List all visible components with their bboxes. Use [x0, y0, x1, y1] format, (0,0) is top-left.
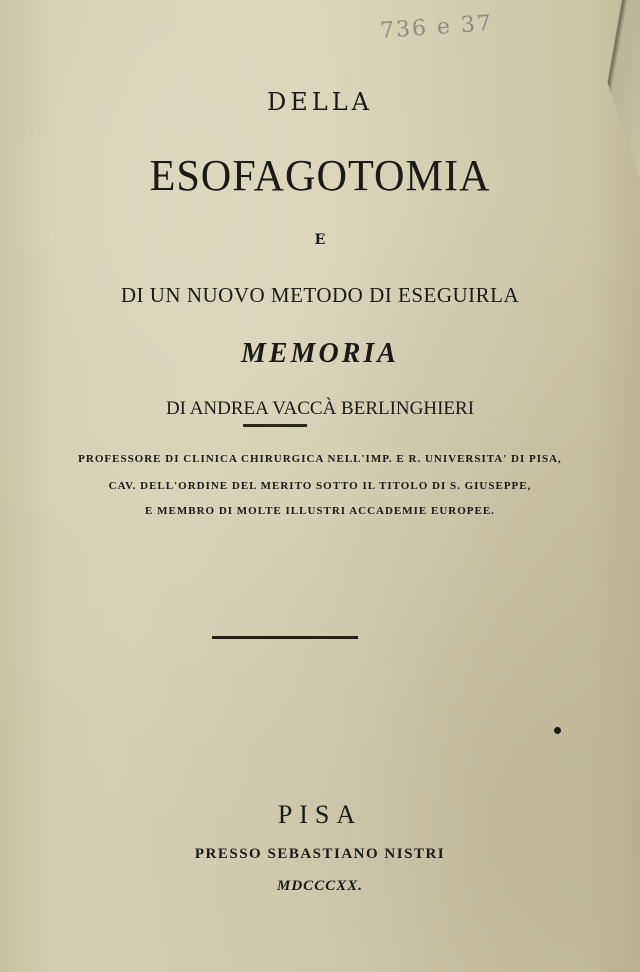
- genre-label: MEMORIA: [241, 338, 399, 369]
- long-rule-divider: [212, 636, 358, 639]
- short-rule-divider: [243, 424, 307, 427]
- imprint-printer: PRESSO SEBASTIANO NISTRI: [194, 846, 446, 862]
- heading-small: DELLA: [267, 88, 373, 116]
- author-line: DI ANDREA VACCÀ BERLINGHIERI: [165, 398, 475, 419]
- ink-spot: [554, 727, 561, 734]
- imprint-year: MDCCCXX.: [277, 878, 363, 894]
- credential-line: CAV. DELL'ORDINE DEL MERITO SOTTO IL TITOLO DI S. GIUSEPPE,: [108, 480, 532, 492]
- handwritten-note: 736 e 37: [379, 11, 494, 44]
- conjunction: E: [314, 232, 326, 248]
- credential-line: PROFESSORE DI CLINICA CHIRURGICA NELL'IMP. E R. UNIVERSITA' DI PISA,: [78, 453, 562, 465]
- credential-line: E MEMBRO DI MOLTE ILLUSTRI ACCADEMIE EUROPEE.: [145, 505, 495, 517]
- heading-main: ESOFAGOTOMIA: [149, 151, 491, 200]
- imprint-place: PISA: [277, 800, 363, 829]
- subtitle: DI UN NUOVO METODO DI ESEGUIRLA: [120, 283, 520, 307]
